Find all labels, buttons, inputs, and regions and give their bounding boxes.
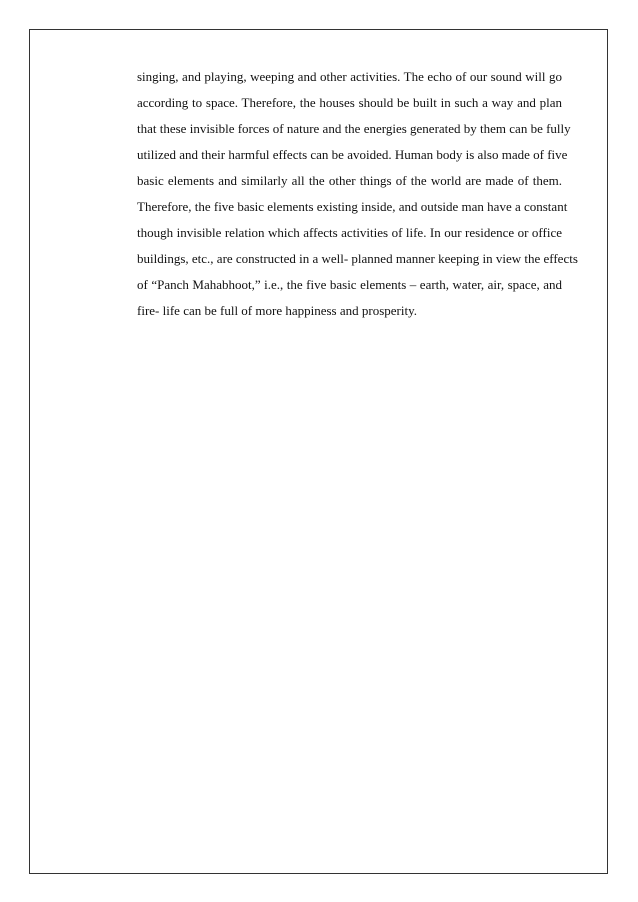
paragraph-line-last: fire- life can be full of more happiness and prosperity. xyxy=(137,303,418,318)
paragraph-line: basic elements and similarly all the other things of the world are made of them. xyxy=(137,173,562,188)
paragraph-line: Therefore, the five basic elements existing inside, and outside man have a constant xyxy=(137,199,568,214)
paragraph-line: that these invisible forces of nature and the energies generated by them can be fully xyxy=(137,121,571,136)
paragraph-line: of “Panch Mahabhoot,” i.e., the five basic elements – earth, water, air, space, and xyxy=(137,277,562,292)
paragraph-line: singing, and playing, weeping and other activities. The echo of our sound will go xyxy=(137,69,562,84)
paragraph-line: though invisible relation which affects activities of life. In our residence or office xyxy=(137,225,562,240)
paragraph-line: according to space. Therefore, the houses should be built in such a way and plan xyxy=(137,95,562,110)
paragraph-line: buildings, etc., are constructed in a well- planned manner keeping in view the effects xyxy=(137,251,578,266)
paragraph-line: utilized and their harmful effects can be avoided. Human body is also made of five xyxy=(137,147,568,162)
body-paragraph xyxy=(137,64,578,324)
